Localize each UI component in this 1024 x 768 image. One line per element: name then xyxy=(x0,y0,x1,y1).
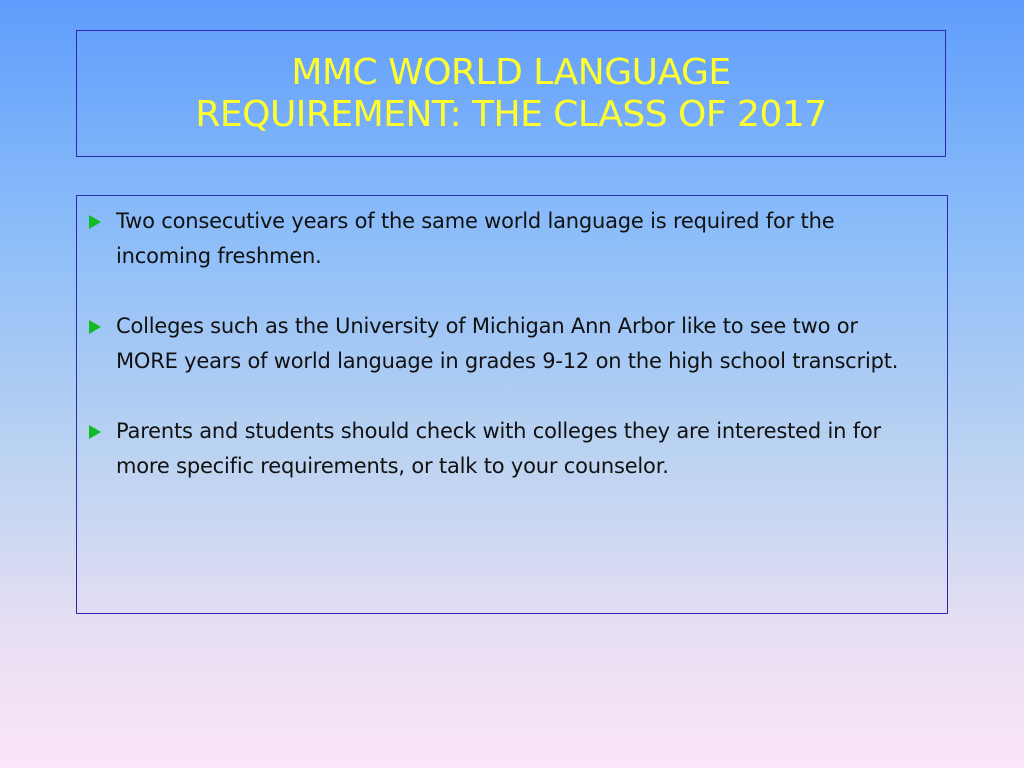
bullet-item xyxy=(85,414,923,484)
bullet-item xyxy=(85,204,923,274)
bullet-text: Parents and students should check with colleges they are interested in for more specific requirements, or talk to your counselor. xyxy=(116,419,881,478)
triangle-bullet-icon xyxy=(89,320,101,334)
triangle-bullet-icon xyxy=(89,425,101,439)
slide-title-line-1: MMC WORLD LANGUAGE xyxy=(291,51,731,93)
bullet-list xyxy=(85,204,923,484)
bullet-text: Colleges such as the University of Michigan Ann Arbor like to see two or MORE years of world language in grades 9-12 on the high school transcript. xyxy=(116,314,899,373)
title-box xyxy=(76,30,946,157)
content-box xyxy=(76,195,948,614)
bullet-text: Two consecutive years of the same world language is required for the incoming freshmen. xyxy=(116,209,835,268)
slide-title-line-2: REQUIREMENT: THE CLASS OF 2017 xyxy=(195,93,827,135)
triangle-bullet-icon xyxy=(89,215,101,229)
bullet-item xyxy=(85,309,923,379)
